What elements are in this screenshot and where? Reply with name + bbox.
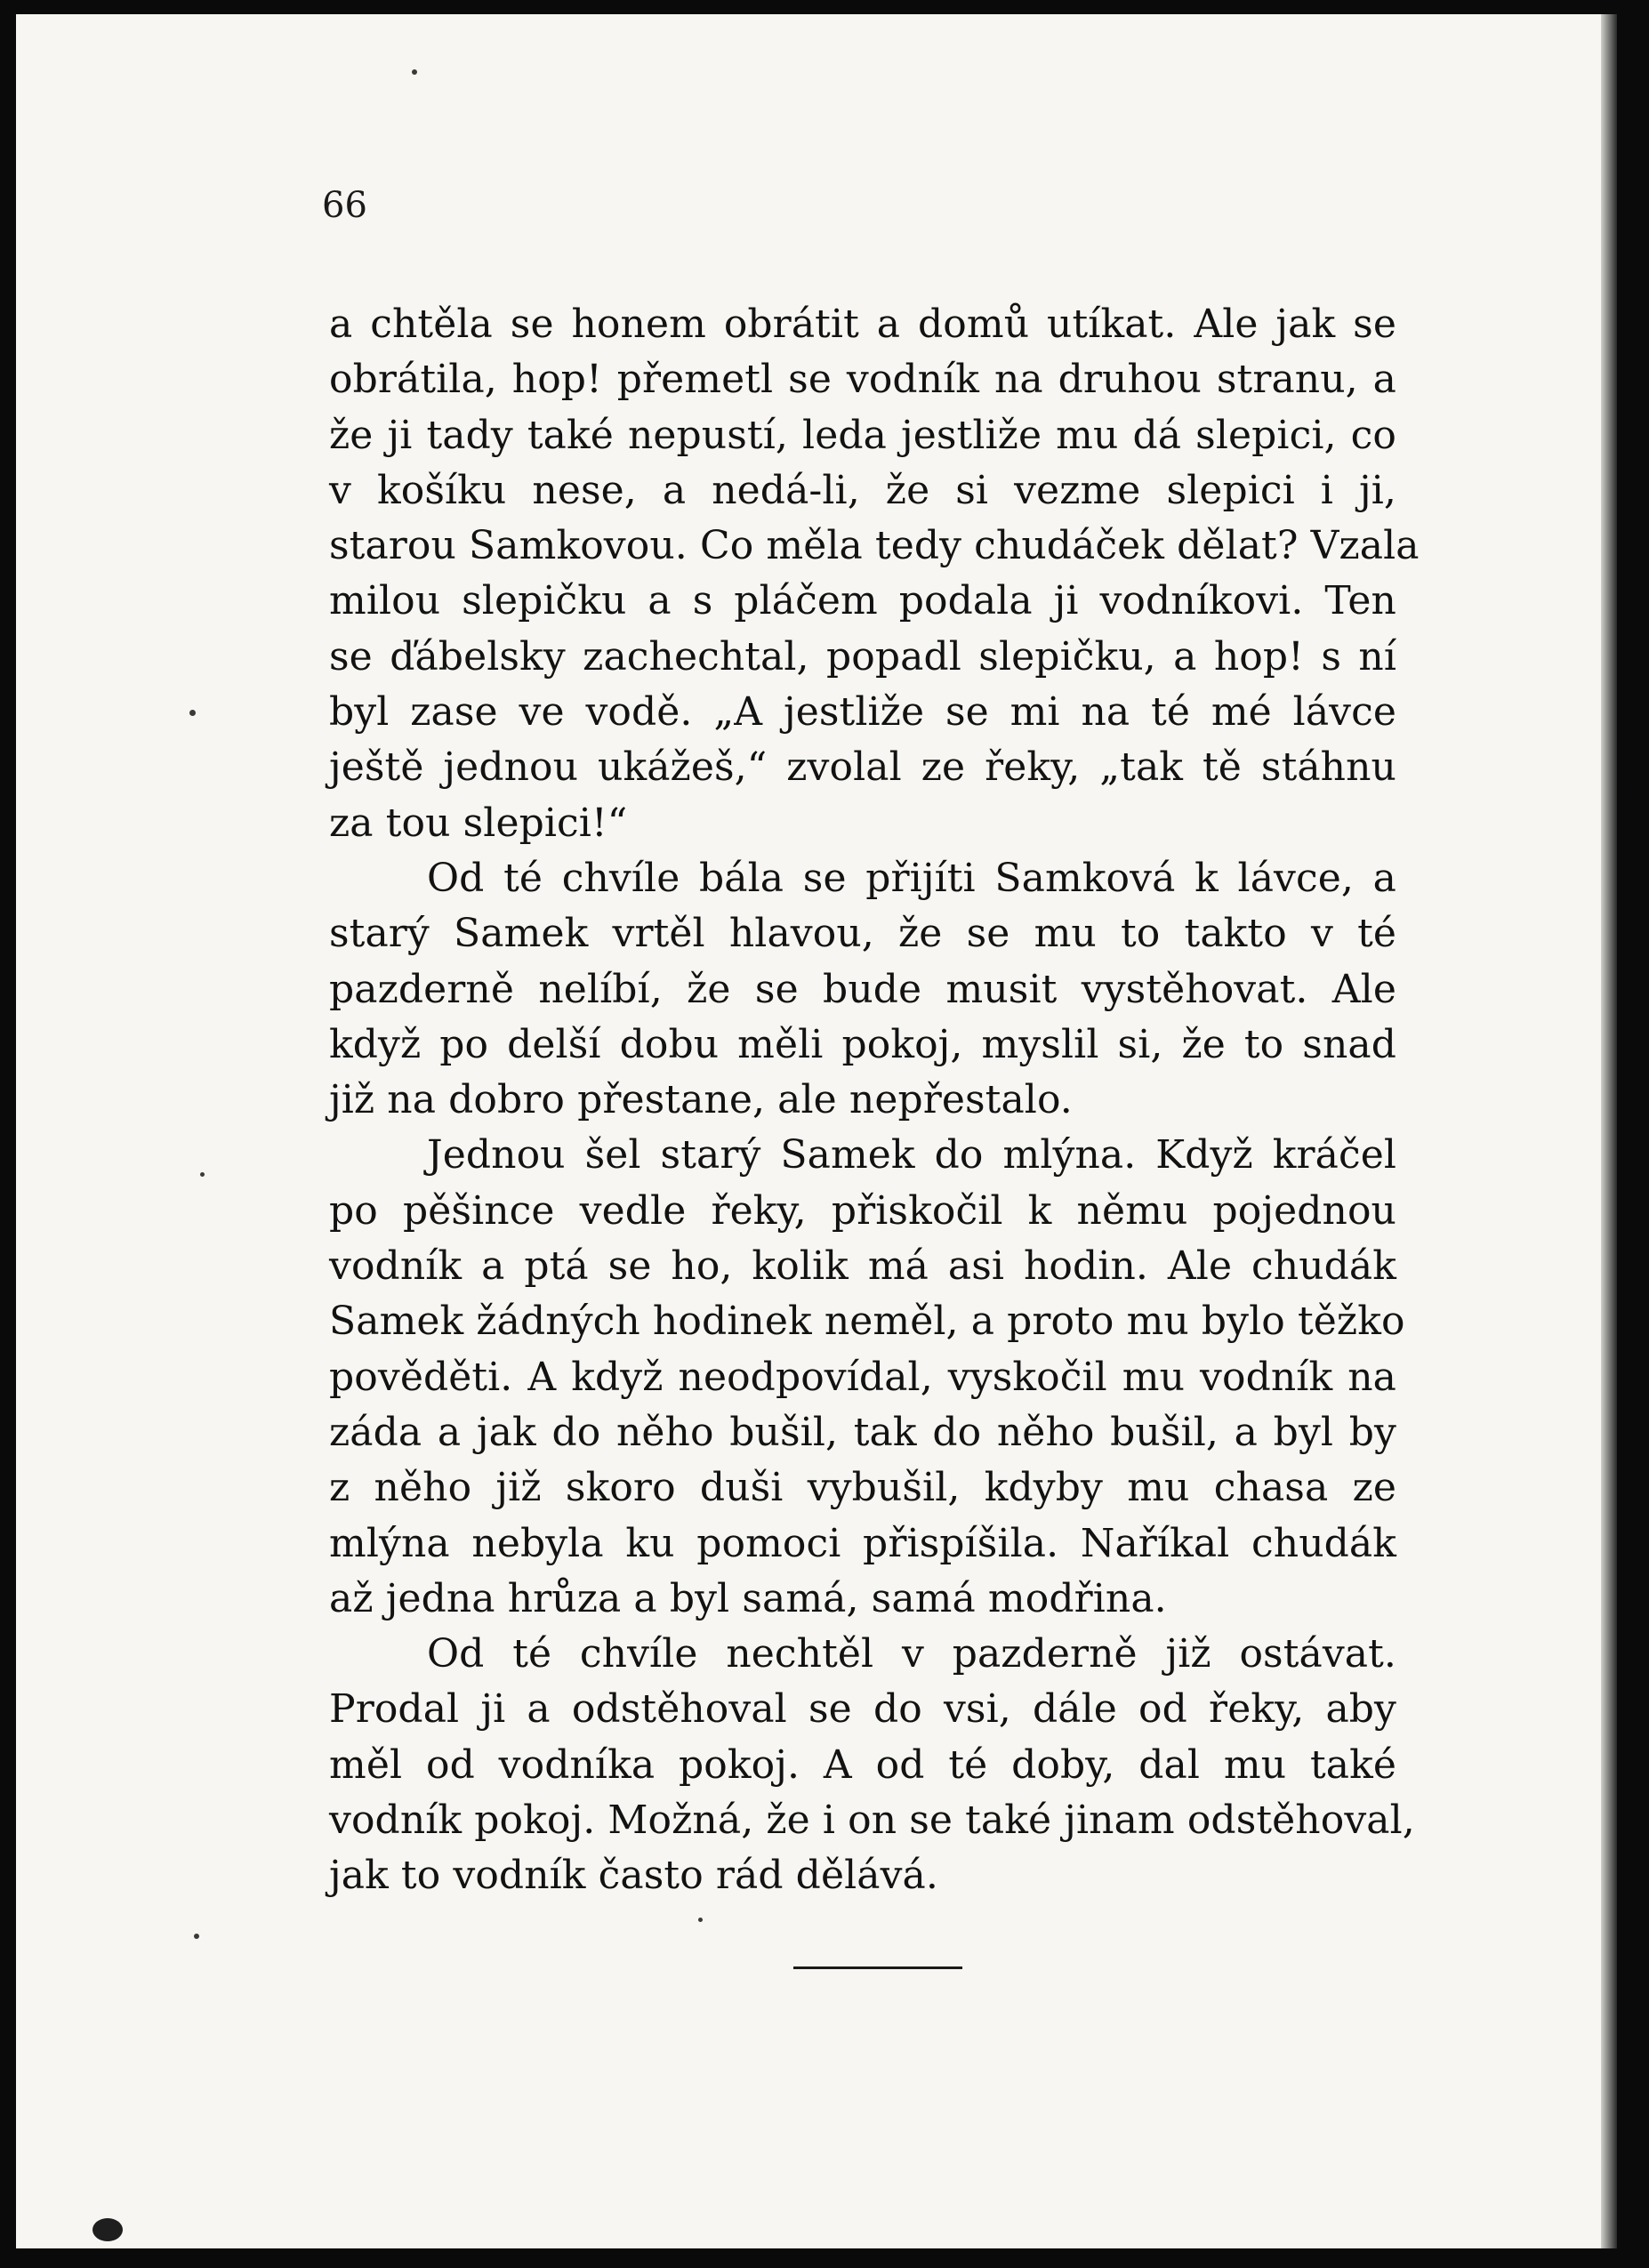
text-line: byl zase ve vodě. „A jestliže se mi na té mé lávce xyxy=(329,689,1396,736)
text-line: když po delší dobu měli pokoj, myslil si, že to snad xyxy=(329,1021,1396,1067)
text-line: měl od vodníka pokoj. A od té doby, dal mu také xyxy=(329,1741,1396,1788)
text-line: po pěšince vedle řeky, přiskočil k němu pojednou xyxy=(329,1187,1396,1234)
scan-speck xyxy=(200,1172,205,1177)
body-text xyxy=(329,297,1420,1904)
page-edge-shadow xyxy=(1601,14,1617,2248)
text-line: již na dobro přestane, ale nepřestalo. xyxy=(329,1077,1073,1123)
text-line: pazderně nelíbí, že se bude musit vystěhovat. Ale xyxy=(329,966,1396,1012)
scan-speck xyxy=(93,2218,123,2241)
paragraph-start-line: Jednou šel starý Samek do mlýna. Když kráčel xyxy=(427,1132,1396,1178)
text-line: mlýna nebyla ku pomoci přispíšila. Naříkal chudák xyxy=(329,1520,1396,1566)
paragraph-start-line: Od té chvíle bála se přijíti Samková k lávce, a xyxy=(427,855,1396,901)
text-line: Samek žádných hodinek neměl, a proto mu bylo těžko xyxy=(329,1299,1405,1345)
page-number: 66 xyxy=(322,185,367,226)
text-line: ještě jednou ukážeš,“ zvolal ze řeky, „tak tě stáhnu xyxy=(329,744,1396,791)
scan-speck xyxy=(412,69,417,75)
paragraph-start-line: Od té chvíle nechtěl v pazderně již ostávat. xyxy=(427,1631,1396,1677)
text-line: pověděti. A když neodpovídal, vyskočil mu vodník na xyxy=(329,1354,1396,1400)
text-line: Prodal ji a odstěhoval se do vsi, dále od řeky, aby xyxy=(329,1686,1396,1733)
text-line: v košíku nese, a nedá-li, že si vezme slepici i ji, xyxy=(329,467,1396,513)
text-line: se ďábelsky zachechtal, popadl slepičku, a hop! s ní xyxy=(329,633,1396,680)
text-line: obrátila, hop! přemetl se vodník na druhou stranu, a xyxy=(329,357,1396,403)
text-line: vodník pokoj. Možná, že i on se také jinam odstěhoval, xyxy=(329,1798,1415,1844)
text-line: vodník a ptá se ho, kolik má asi hodin. Ale chudák xyxy=(329,1243,1396,1290)
text-line: starou Samkovou. Co měla tedy chudáček dělat? Vzala xyxy=(329,523,1420,569)
end-rule xyxy=(793,1966,962,1969)
text-line: až jedna hrůza a byl samá, samá modřina. xyxy=(329,1575,1167,1621)
scan-speck xyxy=(698,1918,703,1922)
text-line: záda a jak do něho bušil, tak do něho bušil, a byl by xyxy=(329,1409,1396,1455)
book-page xyxy=(16,14,1617,2248)
text-line: z něho již skoro duši vybušil, kdyby mu chasa ze xyxy=(329,1465,1396,1511)
text-line: starý Samek vrtěl hlavou, že se mu to takto v té xyxy=(329,911,1396,957)
text-line: jak to vodník často rád dělává. xyxy=(329,1853,938,1899)
text-line: a chtěla se honem obrátit a domů utíkat. Ale jak se xyxy=(329,302,1396,347)
scan-speck xyxy=(189,710,196,716)
text-line: že ji tady také nepustí, leda jestliže mu dá slepici, co xyxy=(329,412,1396,458)
text-line: milou slepičku a s pláčem podala ji vodníkovi. Ten xyxy=(329,578,1396,624)
text-line: za tou slepici!“ xyxy=(329,800,628,846)
scan-speck xyxy=(194,1934,199,1939)
